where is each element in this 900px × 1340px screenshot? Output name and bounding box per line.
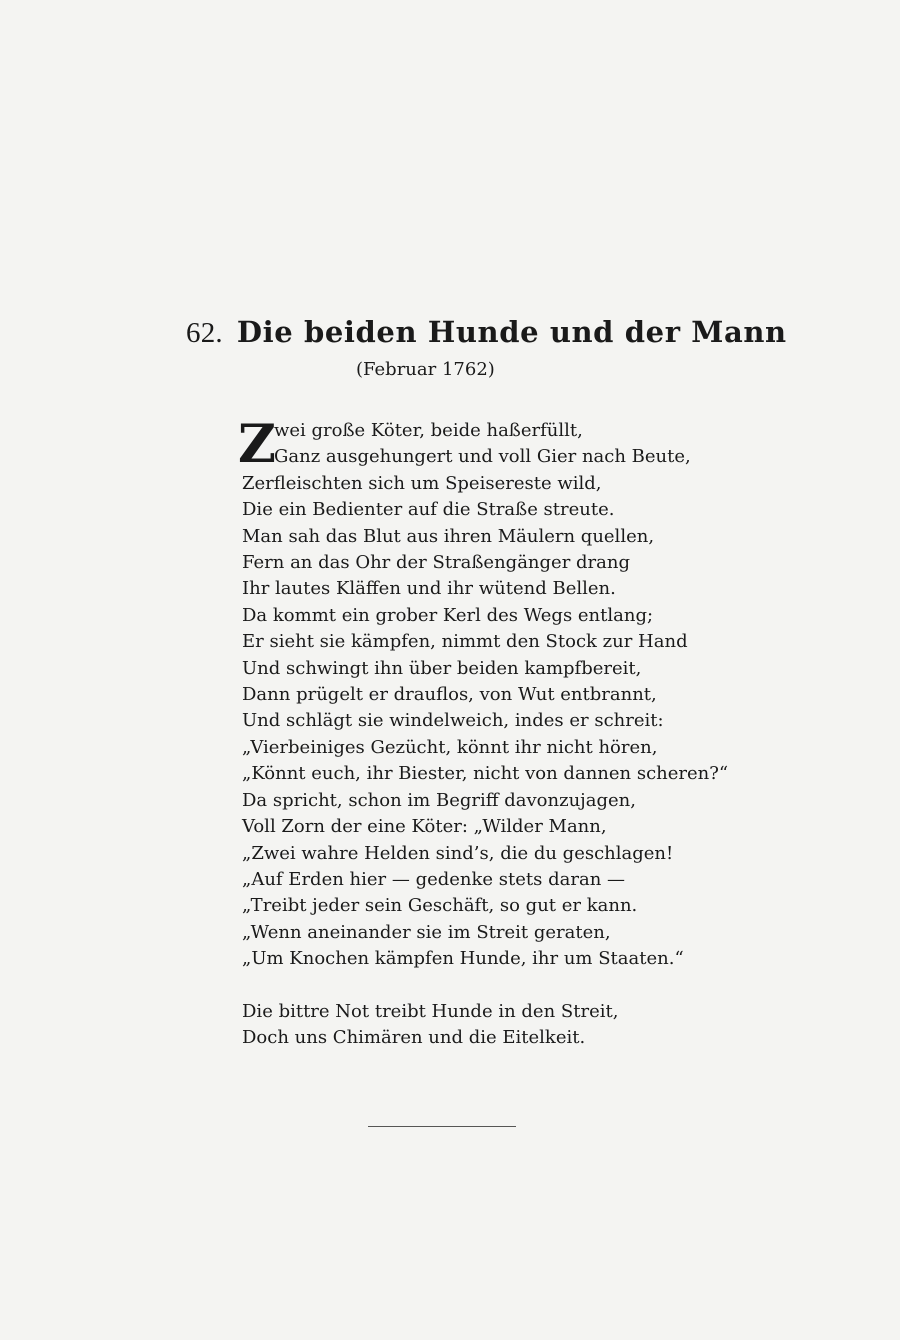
poem-line: „Könnt euch, ihr Biester, nicht von dannen scheren?“ [242,763,729,785]
poem-line: Fern an das Ohr der Straßengänger drang [242,552,631,574]
poem-number: 62. [186,317,223,349]
poem-line: „Auf Erden hier — gedenke stets daran — [242,868,626,890]
poem-line-text: wei große Köter, beide haßerfüllt, [274,420,583,441]
poem-line: Die bittre Not treibt Hunde in den Streit, [242,1000,619,1022]
stanza-1 [238,414,729,973]
poem-line: Ganz ausgehungert und voll Gier nach Beute, [274,446,691,468]
poem-title [186,312,787,353]
poem-date: (Februar 1762) [356,359,495,380]
stanza-2 [242,999,682,1052]
poem-line: Und schwingt ihn über beiden kampfbereit, [242,657,642,679]
poem-line: Da spricht, schon im Begriff davonzujagen, [242,789,636,811]
poem-line: „Zwei wahre Helden sind’s, die du geschlagen! [242,842,674,864]
poem-line: „Vierbeiniges Gezücht, könnt ihr nicht hören, [242,736,658,758]
poem-line: Dann prügelt er drauflos, von Wut entbrannt, [242,684,657,706]
section-divider [368,1126,516,1127]
poem-line: Er sieht sie kämpfen, nimmt den Stock zur Hand [242,631,688,653]
poem-body [238,414,729,1051]
poem-line: Ihr lautes Kläffen und ihr wütend Bellen. [242,578,616,600]
poem-line: Und schlägt sie windelweich, indes er schreit: [242,710,664,732]
poem-line: Da kommt ein grober Kerl des Wegs entlang; [242,604,654,626]
poem-line: Man sah das Blut aus ihren Mäulern quellen, [242,525,655,547]
poem-title-text: Die beiden Hunde und der Mann [236,315,787,349]
poem-line: „Um Knochen kämpfen Hunde, ihr um Staaten.“ [242,948,684,970]
poem-line: Doch uns Chimären und die Eitelkeit. [242,1026,586,1048]
poem-line: Die ein Bedienter auf die Straße streute. [242,499,615,521]
drop-cap: Z [238,414,276,475]
poem-line: „Wenn aneinander sie im Streit geraten, [242,921,611,943]
poem-line: Voll Zorn der eine Köter: „Wilder Mann, [242,816,607,838]
poem-line: Zerfleischten sich um Speisereste wild, [242,472,602,494]
poem-line: „Treibt jeder sein Geschäft, so gut er kann. [242,895,638,917]
